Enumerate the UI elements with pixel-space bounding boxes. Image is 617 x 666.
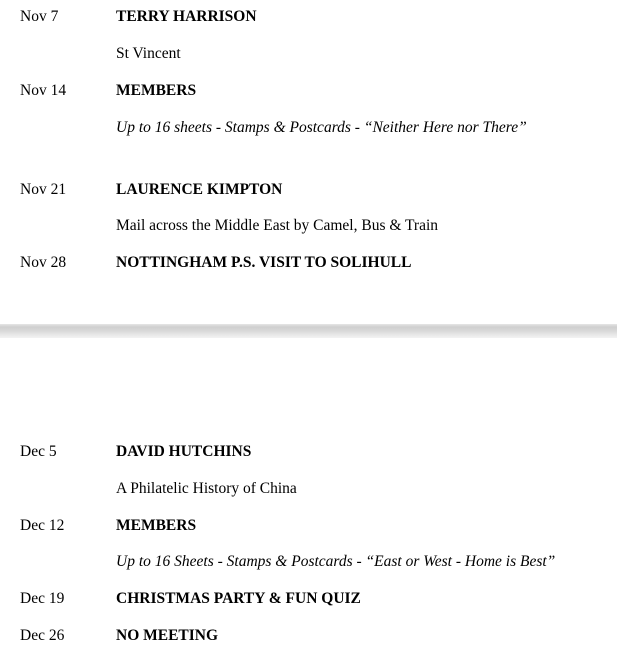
event-title: MEMBERS <box>116 82 197 99</box>
event-title: DAVID HUTCHINS <box>116 443 252 460</box>
event-date: Dec 26 <box>20 627 65 644</box>
event-date: Dec 12 <box>20 517 65 534</box>
event-date: Nov 21 <box>20 181 67 198</box>
event-title: NOTTINGHAM P.S. VISIT TO SOLIHULL <box>116 254 412 271</box>
event-subtitle: Up to 16 sheets - Stamps & Postcards - “Neither Here nor There” <box>116 119 527 136</box>
event-date: Dec 19 <box>20 590 65 607</box>
event-subtitle: Up to 16 Sheets - Stamps & Postcards - “East or West - Home is Best” <box>116 553 556 570</box>
event-date: Nov 28 <box>20 254 67 271</box>
document-page-bottom <box>0 338 617 666</box>
event-date: Nov 7 <box>20 8 59 25</box>
event-title: TERRY HARRISON <box>116 8 257 25</box>
event-date: Dec 5 <box>20 443 57 460</box>
event-subtitle: A Philatelic History of China <box>116 480 297 497</box>
event-title: LAURENCE KIMPTON <box>116 181 283 198</box>
event-subtitle: St Vincent <box>116 45 181 62</box>
page-separator <box>0 324 617 338</box>
event-title: NO MEETING <box>116 627 219 644</box>
event-subtitle: Mail across the Middle East by Camel, Bus & Train <box>116 217 439 234</box>
event-date: Nov 14 <box>20 82 67 99</box>
document-page-top <box>0 0 617 324</box>
event-title: MEMBERS <box>116 517 197 534</box>
event-title: CHRISTMAS PARTY & FUN QUIZ <box>116 590 361 607</box>
